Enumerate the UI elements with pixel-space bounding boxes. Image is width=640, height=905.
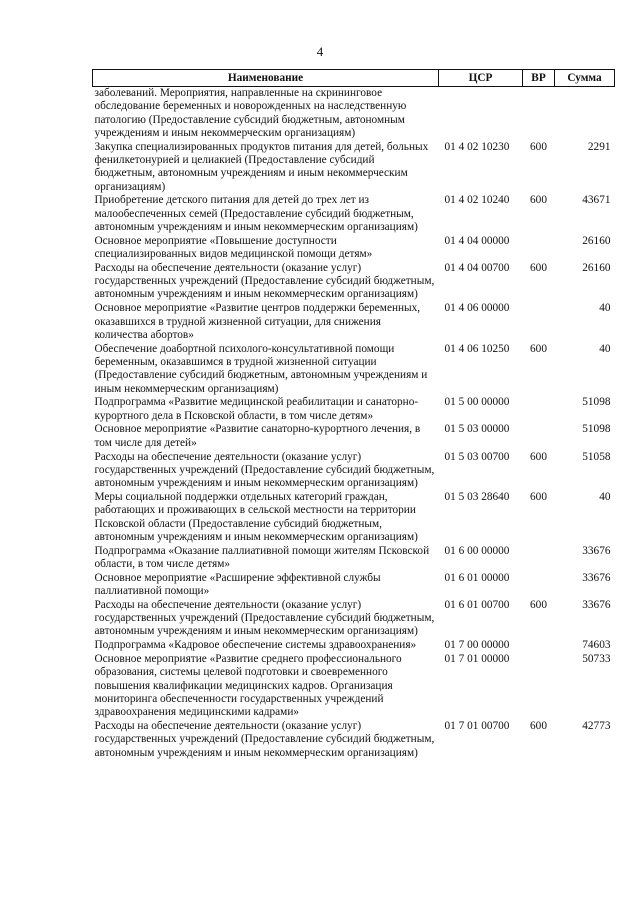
row-name: Расходы на обеспечение деятельности (оказание услуг) государственных учреждений (Предоставление субсидий бюджетным, автономным учреждениям и иным некоммерческим организациям): [94, 719, 435, 759]
table-row: [93, 141, 615, 195]
row-name: Подпрограмма «Кадровое обеспечение системы здравоохранения»: [94, 639, 417, 652]
row-vr: 600: [530, 342, 547, 355]
row-vr: [523, 396, 555, 423]
row-csr: 01 6 00 00000: [444, 544, 510, 557]
row-vr: [523, 302, 555, 342]
row-csr: 01 4 04 00000: [444, 234, 510, 247]
row-name: Основное мероприятие «Повышение доступности специализированных видов медицинской помощи детям»: [94, 234, 373, 261]
table-row: [93, 262, 615, 302]
row-csr: 01 6 01 00700: [444, 598, 510, 611]
row-name: Расходы на обеспечение деятельности (оказание услуг) государственных учреждений (Предоставление субсидий бюджетным, автономным учреждениям и иным некоммерческим организациям): [94, 598, 435, 638]
table-row: [93, 302, 615, 342]
row-vr: 600: [530, 261, 547, 274]
row-vr: 600: [530, 194, 547, 207]
row-csr: 01 4 02 10240: [444, 194, 510, 207]
row-csr: 01 4 04 00700: [444, 261, 510, 274]
row-name: Меры социальной поддержки отдельных категорий граждан, работающих и проживающих в сельской местности на территории Псковской области (Предоставление субсидий бюджетным, автономным учреждениям и иным некоммерческим организациям): [94, 490, 418, 543]
row-name: Приобретение детского питания для детей до трех лет из малообеспеченных семей (Предоставление субсидий бюджетным, автономным учреждениям и иным некоммерческим организациям): [94, 194, 418, 233]
row-name: заболеваний. Мероприятия, направленные на скрининговое обследование беременных и новорожденных на наследственную патологию (Предоставление субсидий бюджетным, автономным учреждениям и иным некоммерческим организациям): [94, 87, 407, 139]
table-row: [93, 87, 615, 141]
row-sum: 51058: [582, 450, 611, 463]
row-name: Расходы на обеспечение деятельности (оказание услуг) государственных учреждений (Предоставление субсидий бюджетным, автономным учреждениям и иным некоммерческим организациям): [94, 261, 435, 301]
row-csr: 01 6 01 00000: [444, 571, 510, 584]
row-vr: [523, 639, 555, 653]
row-sum: 33676: [582, 544, 611, 557]
header-vr: ВР: [523, 70, 555, 87]
page-number: 4: [316, 44, 324, 59]
row-csr: 01 5 03 28640: [444, 490, 510, 503]
row-csr: 01 5 03 00700: [444, 450, 510, 463]
row-vr: 600: [530, 490, 547, 503]
row-sum: 26160: [582, 234, 611, 247]
header-name: Наименование: [93, 70, 439, 87]
row-csr: 01 7 01 00000: [444, 652, 510, 665]
row-sum: 43671: [582, 194, 611, 207]
row-name: Подпрограмма «Развитие медицинской реабилитации и санаторно-курортного дела в Псковской области, в том числе детям»: [94, 396, 419, 422]
row-vr: 600: [530, 450, 547, 463]
row-vr: 600: [530, 598, 547, 611]
row-vr: [523, 423, 555, 450]
table-row: [93, 423, 615, 450]
row-csr: 01 7 00 00000: [444, 639, 510, 652]
row-name: Закупка специализированных продуктов питания для детей, больных фенилкетонурией и целиакией (Предоставление субсидий бюджетным, автономным учреждениям и иным некоммерческим организациям): [94, 140, 429, 193]
row-sum: 42773: [582, 719, 611, 732]
row-sum: 40: [599, 302, 611, 315]
row-sum: 33676: [582, 571, 611, 584]
row-sum: 2291: [587, 140, 611, 153]
row-vr: [523, 572, 555, 599]
table-header-row: [93, 70, 615, 87]
table-row: [93, 639, 615, 653]
row-csr: 01 4 02 10230: [444, 140, 510, 153]
table-row: [93, 491, 615, 545]
table-row: [93, 194, 615, 234]
table-row: [93, 235, 615, 262]
row-vr: [523, 87, 555, 141]
row-sum: 40: [599, 490, 611, 503]
row-sum: 40: [599, 342, 611, 355]
row-name: Расходы на обеспечение деятельности (оказание услуг) государственных учреждений (Предоставление субсидий бюджетным, автономным учреждениям и иным некоммерческим организациям): [94, 450, 435, 490]
table-row: [93, 396, 615, 423]
row-vr: [523, 235, 555, 262]
row-name: Основное мероприятие «Расширение эффективной службы паллиативной помощи»: [94, 571, 381, 597]
table-row: [93, 451, 615, 491]
table-row: [93, 720, 615, 760]
row-name: Обеспечение доабортной психолого-консультативной помощи беременным, оказавшимся в трудной жизненной ситуации (Предоставление субсидий бюджетным, автономным учреждениям и иным некоммерческим организациям): [94, 342, 428, 395]
budget-table: [92, 69, 615, 760]
header-csr: ЦСР: [439, 70, 523, 87]
row-name: Основное мероприятие «Развитие центров поддержки беременных, оказавшихся в трудной жизненной ситуации, для снижения количества абортов»: [94, 302, 421, 341]
row-name: Основное мероприятие «Развитие среднего профессионального образования, системы целевой подготовки и своевременного повышения квалификации медицинских кадров. Организация мониторинга обеспеченности государственных учреждений здравоохранения медицинскими кадрами»: [94, 652, 402, 719]
row-sum: 51098: [582, 423, 611, 436]
row-csr: [439, 87, 523, 141]
row-sum: 50733: [582, 652, 611, 665]
row-csr: 01 5 03 00000: [444, 423, 510, 436]
row-vr: 600: [530, 719, 547, 732]
table-row: [93, 653, 615, 720]
table-row: [93, 343, 615, 397]
row-sum: 51098: [582, 396, 611, 409]
row-sum: 74603: [582, 639, 611, 652]
table-row: [93, 545, 615, 572]
row-csr: 01 7 01 00700: [444, 719, 510, 732]
row-vr: 600: [530, 140, 547, 153]
row-csr: 01 4 06 00000: [444, 302, 510, 315]
table-row: [93, 572, 615, 599]
row-csr: 01 4 06 10250: [444, 342, 510, 355]
row-sum: 26160: [582, 261, 611, 274]
table-row: [93, 599, 615, 639]
header-sum: Сумма: [555, 70, 615, 87]
row-vr: [523, 653, 555, 720]
row-csr: 01 5 00 00000: [444, 396, 510, 409]
row-name: Основное мероприятие «Развитие санаторно-курортного лечения, в том числе для детей»: [94, 423, 421, 449]
row-name: Подпрограмма «Оказание паллиативной помощи жителям Псковской области, в том числе детям»: [94, 544, 430, 570]
row-vr: [523, 545, 555, 572]
row-sum: 33676: [582, 598, 611, 611]
row-sum: [555, 87, 615, 141]
